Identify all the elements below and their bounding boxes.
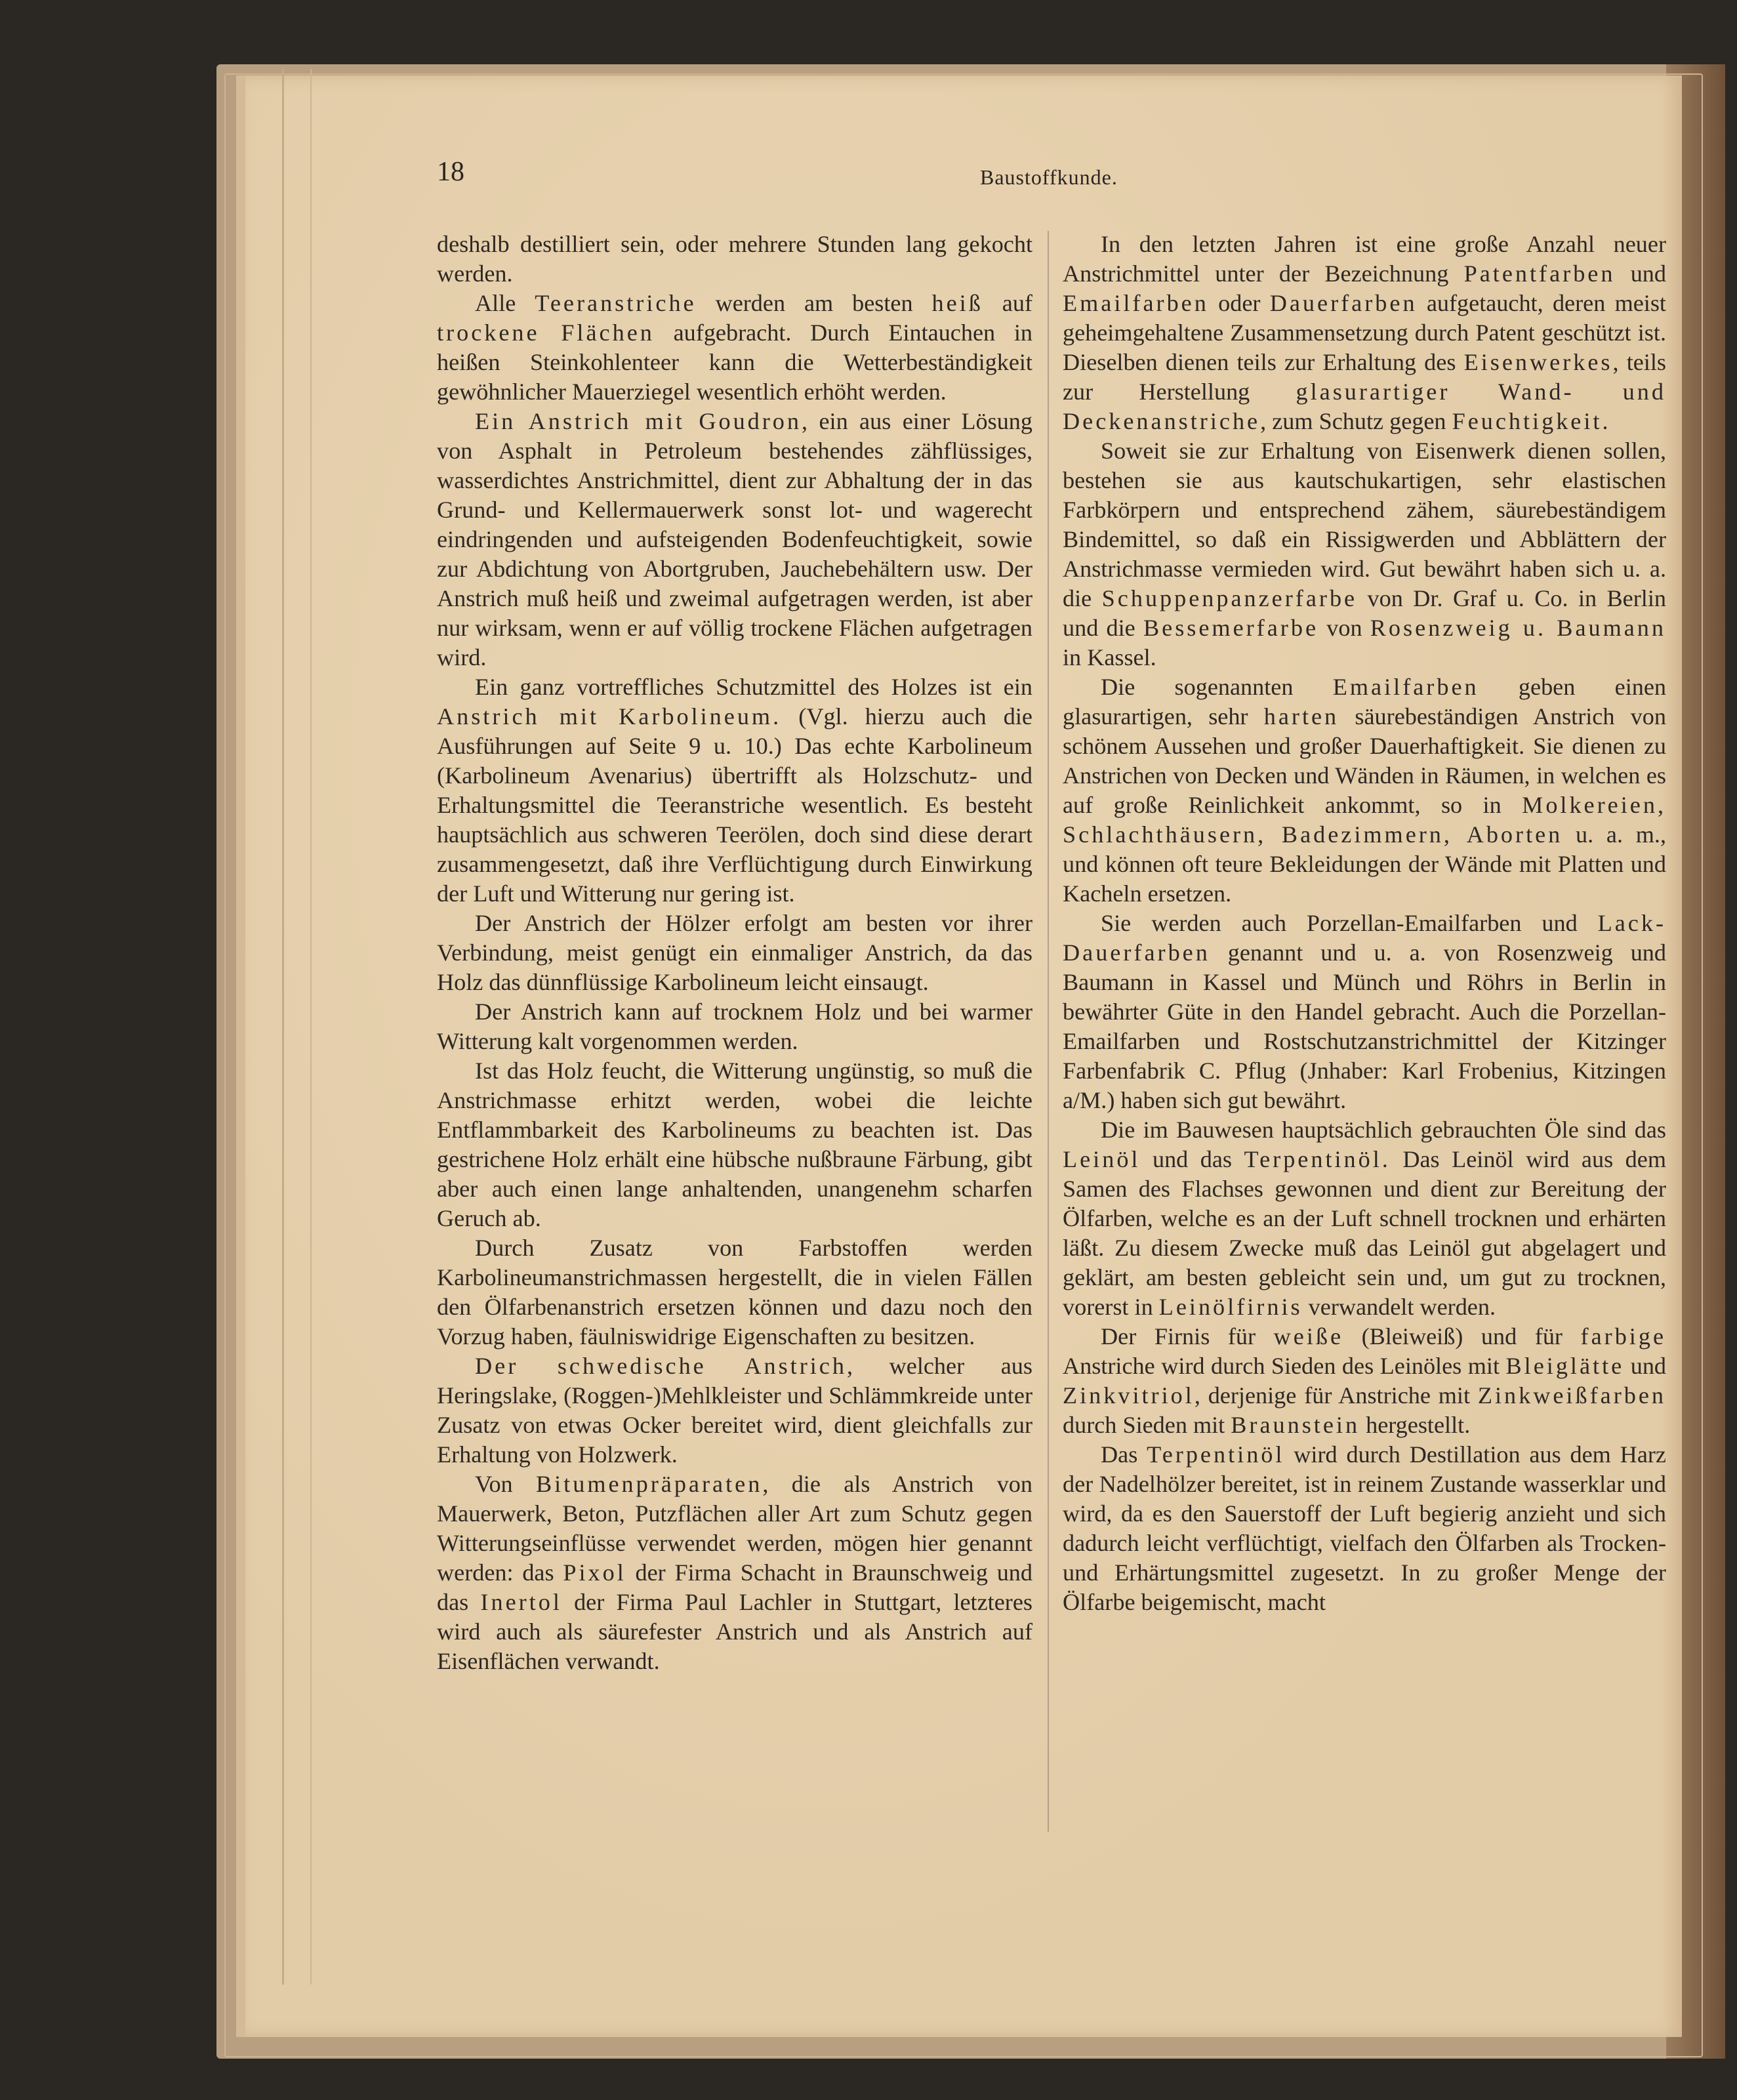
paragraph — [1063, 1115, 1666, 1322]
spaced-emphasis: Emailfarben — [1332, 674, 1479, 700]
text-run: wird durch Destillation aus dem Harz der Nadelhölzer bereitet, ist in reinem Zustande wasserklar und wird, da es den Sauerstoff der Luft begierig anzieht und sich dadurch leicht verflüchtigt, vielfach den Ölfarben als Trocken- und Erhärtungsmittel zugesetzt. In zu großer Menge der Ölfarbe beigemischt, macht — [1063, 1441, 1666, 1615]
spaced-emphasis: Bessemerfarbe — [1143, 615, 1319, 641]
text-run: hergestellt. — [1360, 1412, 1471, 1438]
text-run: auf — [983, 290, 1032, 316]
spaced-emphasis: Pixol — [563, 1559, 626, 1586]
spaced-emphasis: Molkereien, Schlachthäusern, Badezimmern, Aborten — [1063, 792, 1666, 848]
spaced-emphasis: glasurartiger Wand- und Deckenanstriche — [1063, 379, 1666, 434]
spaced-emphasis: Terpentinöl. — [1244, 1146, 1391, 1172]
running-title: Baustoffkunde. — [980, 165, 1118, 189]
text-run: Alle — [475, 290, 535, 316]
spaced-emphasis: Leinölfirnis — [1158, 1294, 1303, 1320]
text-run: verwandelt werden. — [1302, 1294, 1496, 1320]
text-run: und das — [1140, 1146, 1244, 1172]
spaced-emphasis: Teeranstriche — [535, 290, 697, 316]
paragraph — [437, 289, 1032, 407]
text-run: aufgetaucht, deren meist geheimgehaltene Zusammensetzung durch Patent geschützt ist. Dieselben dienen teils zur Erhaltung des — [1063, 290, 1666, 375]
text-run: von Dr. Graf u. Co. in Berlin und die — [1063, 585, 1666, 641]
spaced-emphasis: Patentfarben — [1463, 260, 1616, 287]
text-run: aufgebracht. Durch Eintauchen in heißen Steinkohlenteer kann die Wetterbeständigkeit gewöhnlicher Mauerziegel wesentlich erhöht werden. — [437, 319, 1033, 405]
text-run: , die als Anstrich von Mauerwerk, Beton, Putzflächen aller Art zum Schutz gegen Witterungseinflüsse verwendet werden, mögen hier genannt werden: das — [437, 1471, 1032, 1586]
text-run: von — [1318, 615, 1370, 641]
paragraph — [1063, 1440, 1666, 1617]
text-run: durch Sieden mit — [1063, 1412, 1231, 1438]
spaced-emphasis: Braunstein — [1231, 1412, 1360, 1438]
page-number: 18 — [437, 157, 464, 187]
text-run: werden am besten — [696, 290, 932, 316]
spaced-emphasis: Dauerfarben — [1269, 290, 1418, 316]
paragraph — [437, 1351, 1032, 1470]
spaced-emphasis: Schuppenpanzerfarbe — [1101, 585, 1358, 611]
text-run: der Firma Schacht in Braunschweig und das — [437, 1559, 1032, 1615]
spaced-emphasis: Terpentinöl — [1147, 1441, 1285, 1468]
text-run: , ein aus einer Lösung von Asphalt in Petroleum bestehendes zähflüssiges, wasserdichtes Anstrichmittel, dient zur Abhaltung der in das Grund- und Kellermauerwerk sonst lot- und wagerecht eindringenden und aufsteigenden Bodenfeuchtigkeit, sowie zur Abdichtung von Abortgruben, Jauchebehältern usw. Der Anstrich muß heiß und zweimal aufgetragen werden, ist aber nur wirksam, wenn er auf völlig trockene Flächen aufgetragen wird. — [437, 408, 1032, 670]
text-run: der Firma Paul Lachler in Stuttgart, letzteres wird auch als säurefester Anstrich und als Anstrich auf Eisenflächen verwandt. — [437, 1589, 1032, 1674]
paragraph: Der Anstrich kann auf trocknem Holz und bei warmer Witterung kalt vorgenommen werden. — [437, 999, 1032, 1054]
text-run: (Bleiweiß) und für — [1343, 1323, 1581, 1349]
text-run: , derjenige für Anstriche mit — [1194, 1382, 1478, 1409]
text-run: Die im Bauwesen hauptsächlich gebrauchten Öle sind das — [1101, 1117, 1666, 1143]
spaced-emphasis: Leinöl — [1063, 1146, 1141, 1172]
text-run: säurebeständigen Anstrich von schönem Aussehen und großer Dauerhaftigkeit. Sie dienen zu Anstrichen von Decken und Wänden in Räumen, in welchen es auf große Reinlichkeit ankommt, so in — [1063, 703, 1666, 818]
page-leaves — [282, 69, 312, 1985]
paragraph — [1063, 436, 1666, 672]
spaced-emphasis: Zinkvitriol — [1063, 1382, 1195, 1409]
text-run: genannt und u. a. von Rosenzweig und Baumann in Kassel und Münch und Röhrs in Berlin in bewährter Güte in den Handel gebracht. Auch die Porzellan-Emailfarben und Rostschutzanstrichmittel der Kitzinger Farbenfabrik C. Pflug (Jnhaber: Karl Frobenius, Kitzingen a/M.) haben sich gut bewährt. — [1063, 939, 1666, 1113]
spaced-emphasis: Ein Anstrich mit Goudron — [475, 408, 802, 434]
spaced-emphasis: Der schwedische Anstrich — [475, 1353, 847, 1379]
spaced-emphasis: trockene Flächen — [437, 319, 655, 346]
text-run: Anstriche wird durch Sieden des Leinöles mit — [1063, 1353, 1506, 1379]
spaced-emphasis: Lack-Dauerfarben — [1063, 910, 1666, 966]
text-run: Der Firnis für — [1101, 1323, 1274, 1349]
paragraph: Durch Zusatz von Farbstoffen werden Karbolineumanstrichmassen hergestellt, die in vielen Fällen den Ölfarbenanstrich ersetzen können und dazu noch den Vorzug haben, fäulniswidrige Eigenschaften zu besitzen. — [437, 1235, 1032, 1349]
left-column — [437, 230, 1032, 1676]
paragraph — [1063, 1322, 1666, 1440]
text-run: oder — [1208, 290, 1270, 316]
spaced-emphasis: heiß — [931, 290, 983, 316]
text-run: , zum Schutz gegen — [1260, 408, 1452, 434]
spaced-emphasis: Inertol — [480, 1589, 562, 1615]
text-run: geben einen glasurartigen, sehr — [1063, 674, 1666, 730]
spaced-emphasis: Eisenwerkes — [1463, 349, 1613, 375]
text-run: Die sogenannten — [1101, 674, 1333, 700]
page-header — [0, 156, 1737, 189]
paragraph — [437, 672, 1032, 909]
spaced-emphasis: Feuchtigkeit. — [1452, 408, 1611, 434]
text-run: Sie werden auch Porzellan-Emailfarben und — [1101, 910, 1598, 936]
text-run: Ein ganz vortreffliches Schutzmittel des Holzes ist ein — [475, 674, 1032, 700]
spaced-emphasis: Rosenzweig u. Baumann — [1370, 615, 1666, 641]
right-column — [1063, 230, 1666, 1617]
paragraph: deshalb destilliert sein, oder mehrere Stunden lang gekocht werden. — [437, 231, 1032, 287]
text-run: und — [1615, 260, 1666, 287]
spaced-emphasis: Zinkweißfarben — [1477, 1382, 1666, 1409]
paragraph — [1063, 230, 1666, 436]
paragraph — [437, 1470, 1032, 1676]
paragraph — [1063, 909, 1666, 1115]
spaced-emphasis: Anstrich mit Karbolineum. — [437, 703, 782, 730]
column-rule — [1048, 231, 1049, 1832]
text-run: und — [1624, 1353, 1667, 1379]
paragraph — [1063, 672, 1666, 909]
paragraph: Ist das Holz feucht, die Witterung ungünstig, so muß die Anstrichmasse erhitzt werden, wobei die leichte Entflammbarkeit des Karbolineums zu beachten ist. Das gestrichene Holz erhält eine hübsche nußbraune Färbung, gibt aber auch einen lange anhaltenden, unangenehm scharfen Geruch ab. — [437, 1058, 1032, 1231]
spaced-emphasis: weiße — [1273, 1323, 1344, 1349]
text-run: (Vgl. hierzu auch die Ausführungen auf Seite 9 u. 10.) Das echte Karbolineum (Karbolineum Avenarius) übertrifft als Holzschutz- und Erhaltungsmittel die Teeranstriche wesentlich. Es besteht hauptsächlich aus schweren Teerölen, doch sind diese derart zusammengesetzt, daß ihre Verflüchtigung durch Einwirkung der Luft und Witterung nur gering ist. — [437, 703, 1032, 907]
text-run: Das Leinöl wird aus dem Samen des Flachses gewonnen und dient zur Bereitung der Ölfarben, welche es an der Luft schnell trocknen und erhärten läßt. Zu diesem Zwecke muß das Leinöl gut abgelagert und geklärt, am besten gebleicht sein und, um gut zu trocknen, vorerst in — [1063, 1146, 1666, 1320]
paragraph: Der Anstrich der Hölzer erfolgt am besten vor ihrer Verbindung, meist genügt ein einmaliger Anstrich, da das Holz das dünnflüssige Karbolineum leicht einsaugt. — [437, 910, 1032, 995]
spaced-emphasis: harten — [1263, 703, 1339, 730]
spaced-emphasis: farbige — [1580, 1323, 1667, 1349]
text-run: Soweit sie zur Erhaltung von Eisenwerk dienen sollen, bestehen sie aus kautschukartigen, sehr elastischen Farbkörpern und entsprechend zähem, säurebeständigem Bindemittel, so daß ein Rissigwerden und Abblättern der Anstrichmasse vermieden wird. Gut bewährt haben sich u. a. die — [1063, 438, 1666, 611]
text-run: u. a. m., und können oft teure Bekleidungen der Wände mit Platten und Kacheln ersetzen. — [1063, 821, 1666, 907]
text-run: , welcher aus Heringslake, (Roggen-)Mehlkleister und Schlämmkreide unter Zusatz von etwas Ocker bereitet wird, dient gleichfalls zur Erhaltung von Holzwerk. — [437, 1353, 1032, 1468]
spaced-emphasis: Bleiglätte — [1505, 1353, 1625, 1379]
text-run: Das — [1101, 1441, 1147, 1468]
text-run: In den letzten Jahren ist eine große Anzahl neuer Anstrichmittel unter der Bezeichnung — [1063, 231, 1666, 287]
paragraph — [437, 407, 1032, 672]
text-run: in Kassel. — [1063, 644, 1156, 670]
spaced-emphasis: Emailfarben — [1063, 290, 1209, 316]
text-run: , teils zur Herstellung — [1063, 349, 1667, 405]
text-run: Von — [475, 1471, 536, 1497]
spaced-emphasis: Bitumenpräparaten — [535, 1471, 763, 1497]
